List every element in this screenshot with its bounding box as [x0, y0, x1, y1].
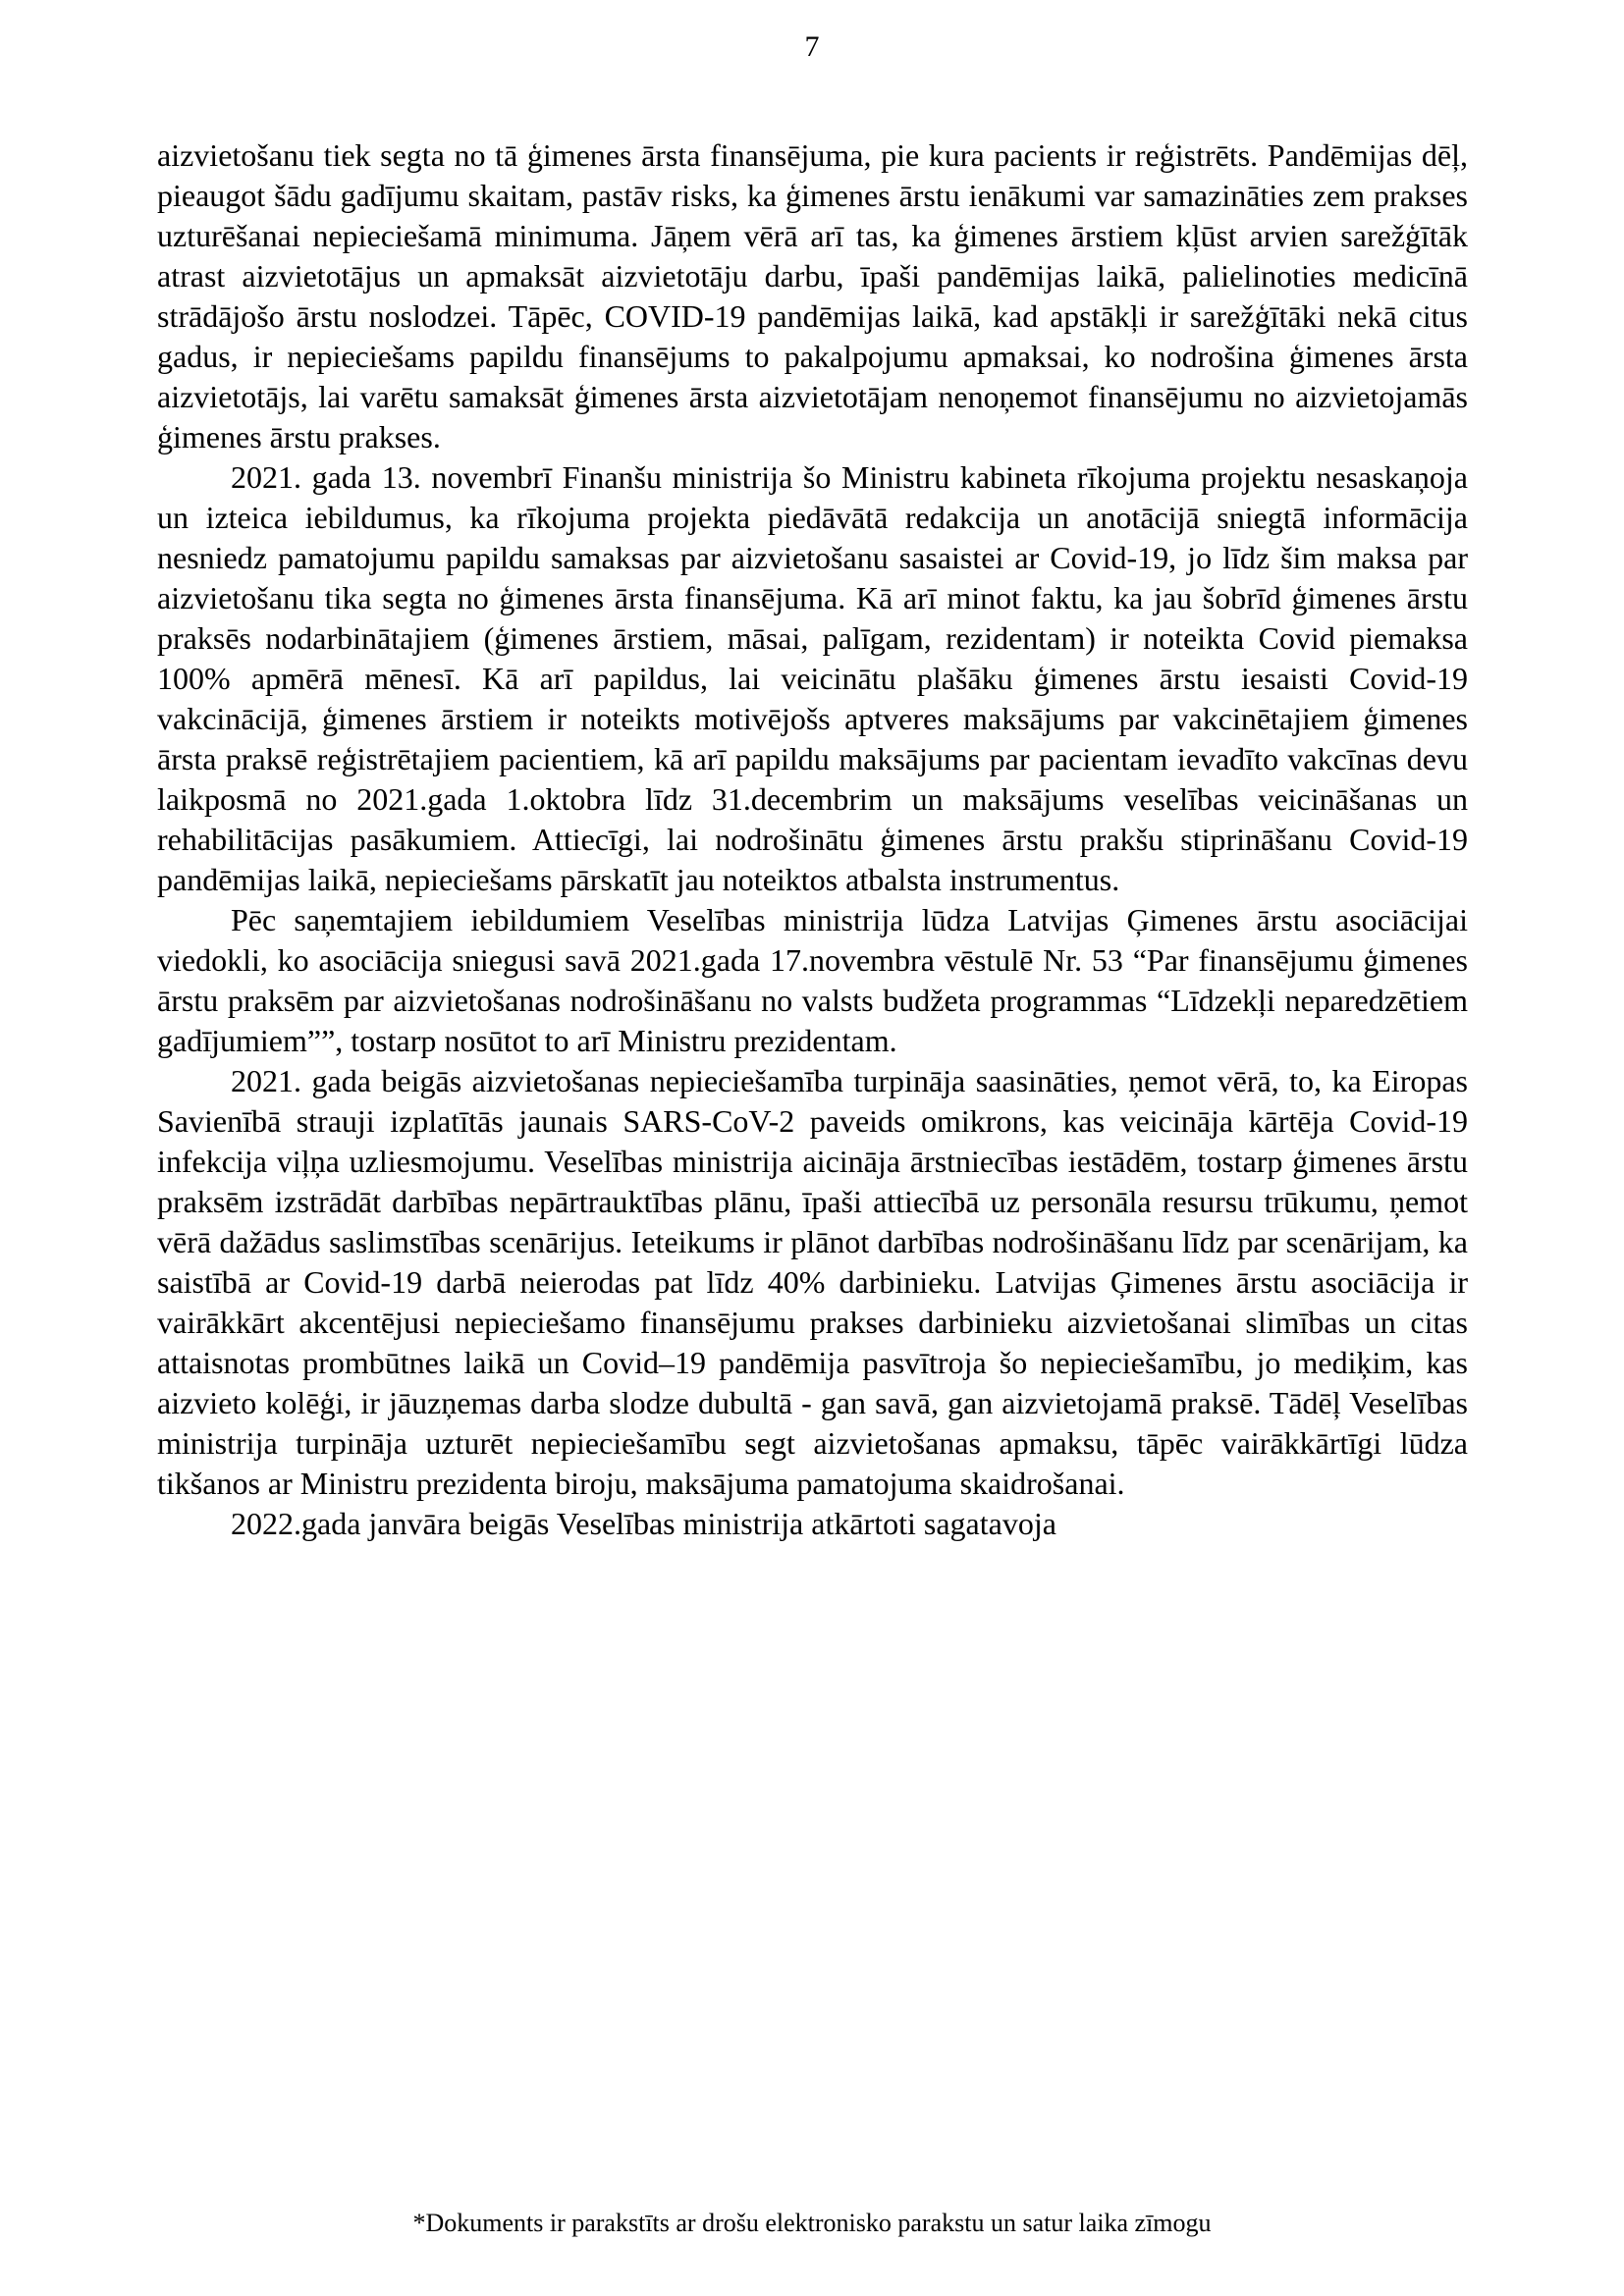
paragraph: Pēc saņemtajiem iebildumiem Veselības ministrija lūdza Latvijas Ģimenes ārstu asociācijai viedokli, ko asociācija sniegusi savā 2021.gada 17.novembra vēstulē Nr. 53 “Par finansējumu ģimenes ārstu praksēm par aizvietošanas nodrošināšanu no valsts budžeta programmas “Līdzekļi neparedzētiem gadījumiem””, tostarp nosūtot to arī Ministru prezidentam.: [157, 902, 1468, 1058]
paragraph: 2021. gada 13. novembrī Finanšu ministrija šo Ministru kabineta rīkojuma projektu nesaskaņoja un izteica iebildumus, ka rīkojuma projekta piedāvātā redakcija un anotācijā sniegtā informācija nesniedz pamatojumu papildu samaksas par aizvietošanu sasaistei ar Covid-19, jo līdz šim maksa par aizvietošanu tika segta no ģimenes ārsta finansējuma. Kā arī minot faktu, ka jau šobrīd ģimenes ārstu praksēs nodarbinātajiem (ģimenes ārstiem, māsai, palīgam, rezidentam) ir noteikta Covid piemaksa 100% apmērā mēnesī. Kā arī papildus, lai veicinātu plašāku ģimenes ārstu iesaisti Covid-19 vakcinācijā, ģimenes ārstiem ir noteikts motivējošs aptveres maksājums par vakcinētajiem ģimenes ārsta praksē reģistrētajiem pacientiem, kā arī papildu maksājums par pacientam ievadīto vakcīnas devu laikposmā no 2021.gada 1.oktobra līdz 31.decembrim un maksājums veselības veicināšanas un rehabilitācijas pasākumiem. Attiecīgi, lai nodrošinātu ģimenes ārstu prakšu stiprināšanu Covid-19 pandēmijas laikā, nepieciešams pārskatīt jau noteiktos atbalsta instrumentus.: [157, 459, 1468, 897]
page-number: 7: [804, 30, 820, 63]
footer-note: *Dokuments ir parakstīts ar drošu elektronisko parakstu un satur laika zīmogu: [412, 2209, 1212, 2237]
paragraph: 2022.gada janvāra beigās Veselības ministrija atkārtoti sagatavoja: [231, 1506, 1056, 1541]
paragraph: aizvietošanu tiek segta no tā ģimenes ārsta finansējuma, pie kura pacients ir reģistrēts. Pandēmijas dēļ, pieaugot šādu gadījumu skaitam, pastāv risks, ka ģimenes ārstu ienākumi var samazināties zem prakses uzturēšanai nepieciešamā minimuma. Jāņem vērā arī tas, ka ģimenes ārstiem kļūst arvien sarežģītāk atrast aizvietotājus un apmaksāt aizvietotāju darbu, īpaši pandēmijas laikā, palielinoties medicīnā strādājošo ārstu noslodzei. Tāpēc, COVID-19 pandēmijas laikā, kad apstākļi ir sarežģītāki nekā citus gadus, ir nepieciešams papildu finansējums to pakalpojumu apmaksai, ko nodrošina ģimenes ārsta aizvietotājs, lai varētu samaksāt ģimenes ārsta aizvietotājam nenoņemot finansējumu no aizvietojamās ģimenes ārstu prakses.: [157, 137, 1468, 454]
paragraph: 2021. gada beigās aizvietošanas nepieciešamība turpināja saasināties, ņemot vērā, to, ka Eiropas Savienībā strauji izplatītās jaunais SARS-CoV-2 paveids omikrons, kas veicināja kārtēja Covid-19 infekcija viļņa uzliesmojumu. Veselības ministrija aicināja ārstniecības iestādēm, tostarp ģimenes ārstu praksēm izstrādāt darbības nepārtrauktības plānu, īpaši attiecībā uz personāla resursu trūkumu, ņemot vērā dažādus saslimstības scenārijus. Ieteikums ir plānot darbības nodrošināšanu līdz par scenārijam, ka saistībā ar Covid-19 darbā neierodas pat līdz 40% darbinieku. Latvijas Ģimenes ārstu asociācija ir vairākkārt akcentējusi nepieciešamo finansējumu prakses darbinieku aizvietošanai slimības un citas attaisnotas prombūtnes laikā un Covid–19 pandēmija pasvītroja šo nepieciešamību, jo mediķim, kas aizvieto kolēģi, ir jāuzņemas darba slodze dubultā - gan savā, gan aizvietojamā praksē. Tādēļ Veselības ministrija turpināja uzturēt nepieciešamību segt aizvietošanas apmaksu, tāpēc vairākkārtīgi lūdza tikšanos ar Ministru prezidenta biroju, maksājuma pamatojuma skaidrošanai.: [157, 1063, 1468, 1501]
document-body: [157, 135, 1468, 1544]
